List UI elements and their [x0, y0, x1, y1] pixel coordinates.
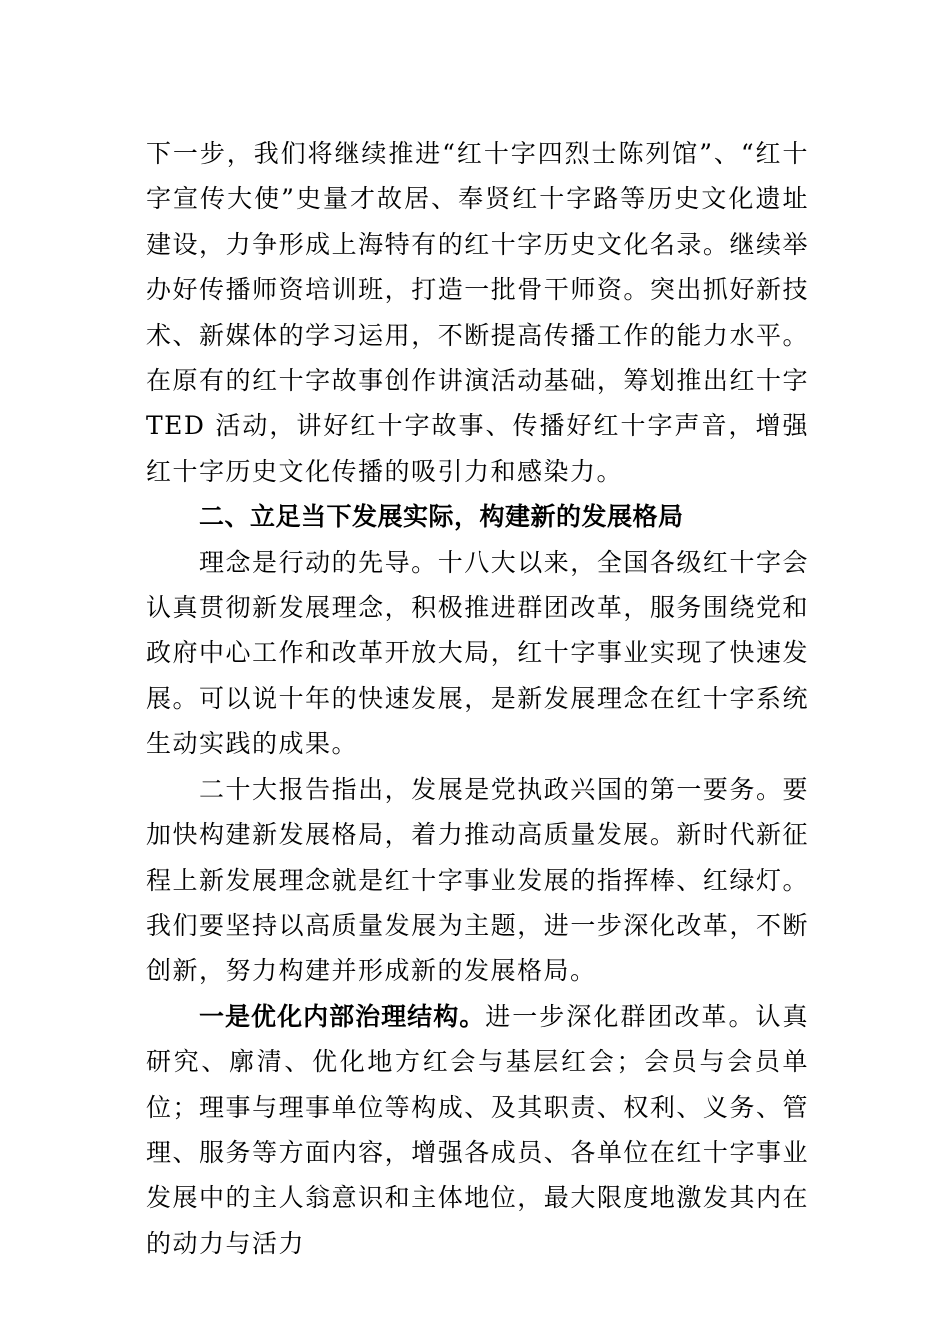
paragraph-4-lead: 一是优化内部治理结构。 — [199, 1001, 486, 1031]
section-heading: 二、立足当下发展实际，构建新的发展格局 — [199, 502, 684, 532]
paragraph-4-body: 进一步深化群团改革。认真研究、廓清、优化地方红会与基层红会；会员与会员单位；理事与理事单位等构成、及其职责、权利、义务、管理、服务等方面内容，增强各成员、各单位在红十字事业发展中的主人翁意识和主体地位，最大限度地激发其内在的动力与活力 — [146, 1001, 809, 1258]
paragraph-1: 下一步，我们将继续推进“红十字四烈士陈列馆”、“红十字宣传大使”史量才故居、奉贤红十字路等历史文化遗址建设，力争形成上海特有的红十字历史文化名录。继续举办好传播师资培训班，打造一批骨干师资。突出抓好新技术、新媒体的学习运用，不断提高传播工作的能力水平。在原有的红十字故事创作讲演活动基础，筹划推出红十字 TED 活动，讲好红十字故事、传播好红十字声音，增强红十字历史文化传播的吸引力和感染力。 — [146, 139, 809, 486]
paragraph-3: 二十大报告指出，发展是党执政兴国的第一要务。要加快构建新发展格局，着力推动高质量发展。新时代新征程上新发展理念就是红十字事业发展的指挥棒、红绿灯。我们要坚持以高质量发展为主题，进一步深化改革，不断创新，努力构建并形成新的发展格局。 — [146, 774, 809, 986]
document-body — [146, 131, 809, 1266]
paragraph-2: 理念是行动的先导。十八大以来，全国各级红十字会认真贯彻新发展理念，积极推进群团改革，服务围绕党和政府中心工作和改革开放大局，红十字事业实现了快速发展。可以说十年的快速发展，是新发展理念在红十字系统生动实践的成果。 — [146, 547, 809, 759]
paragraph-4 — [146, 994, 809, 1266]
